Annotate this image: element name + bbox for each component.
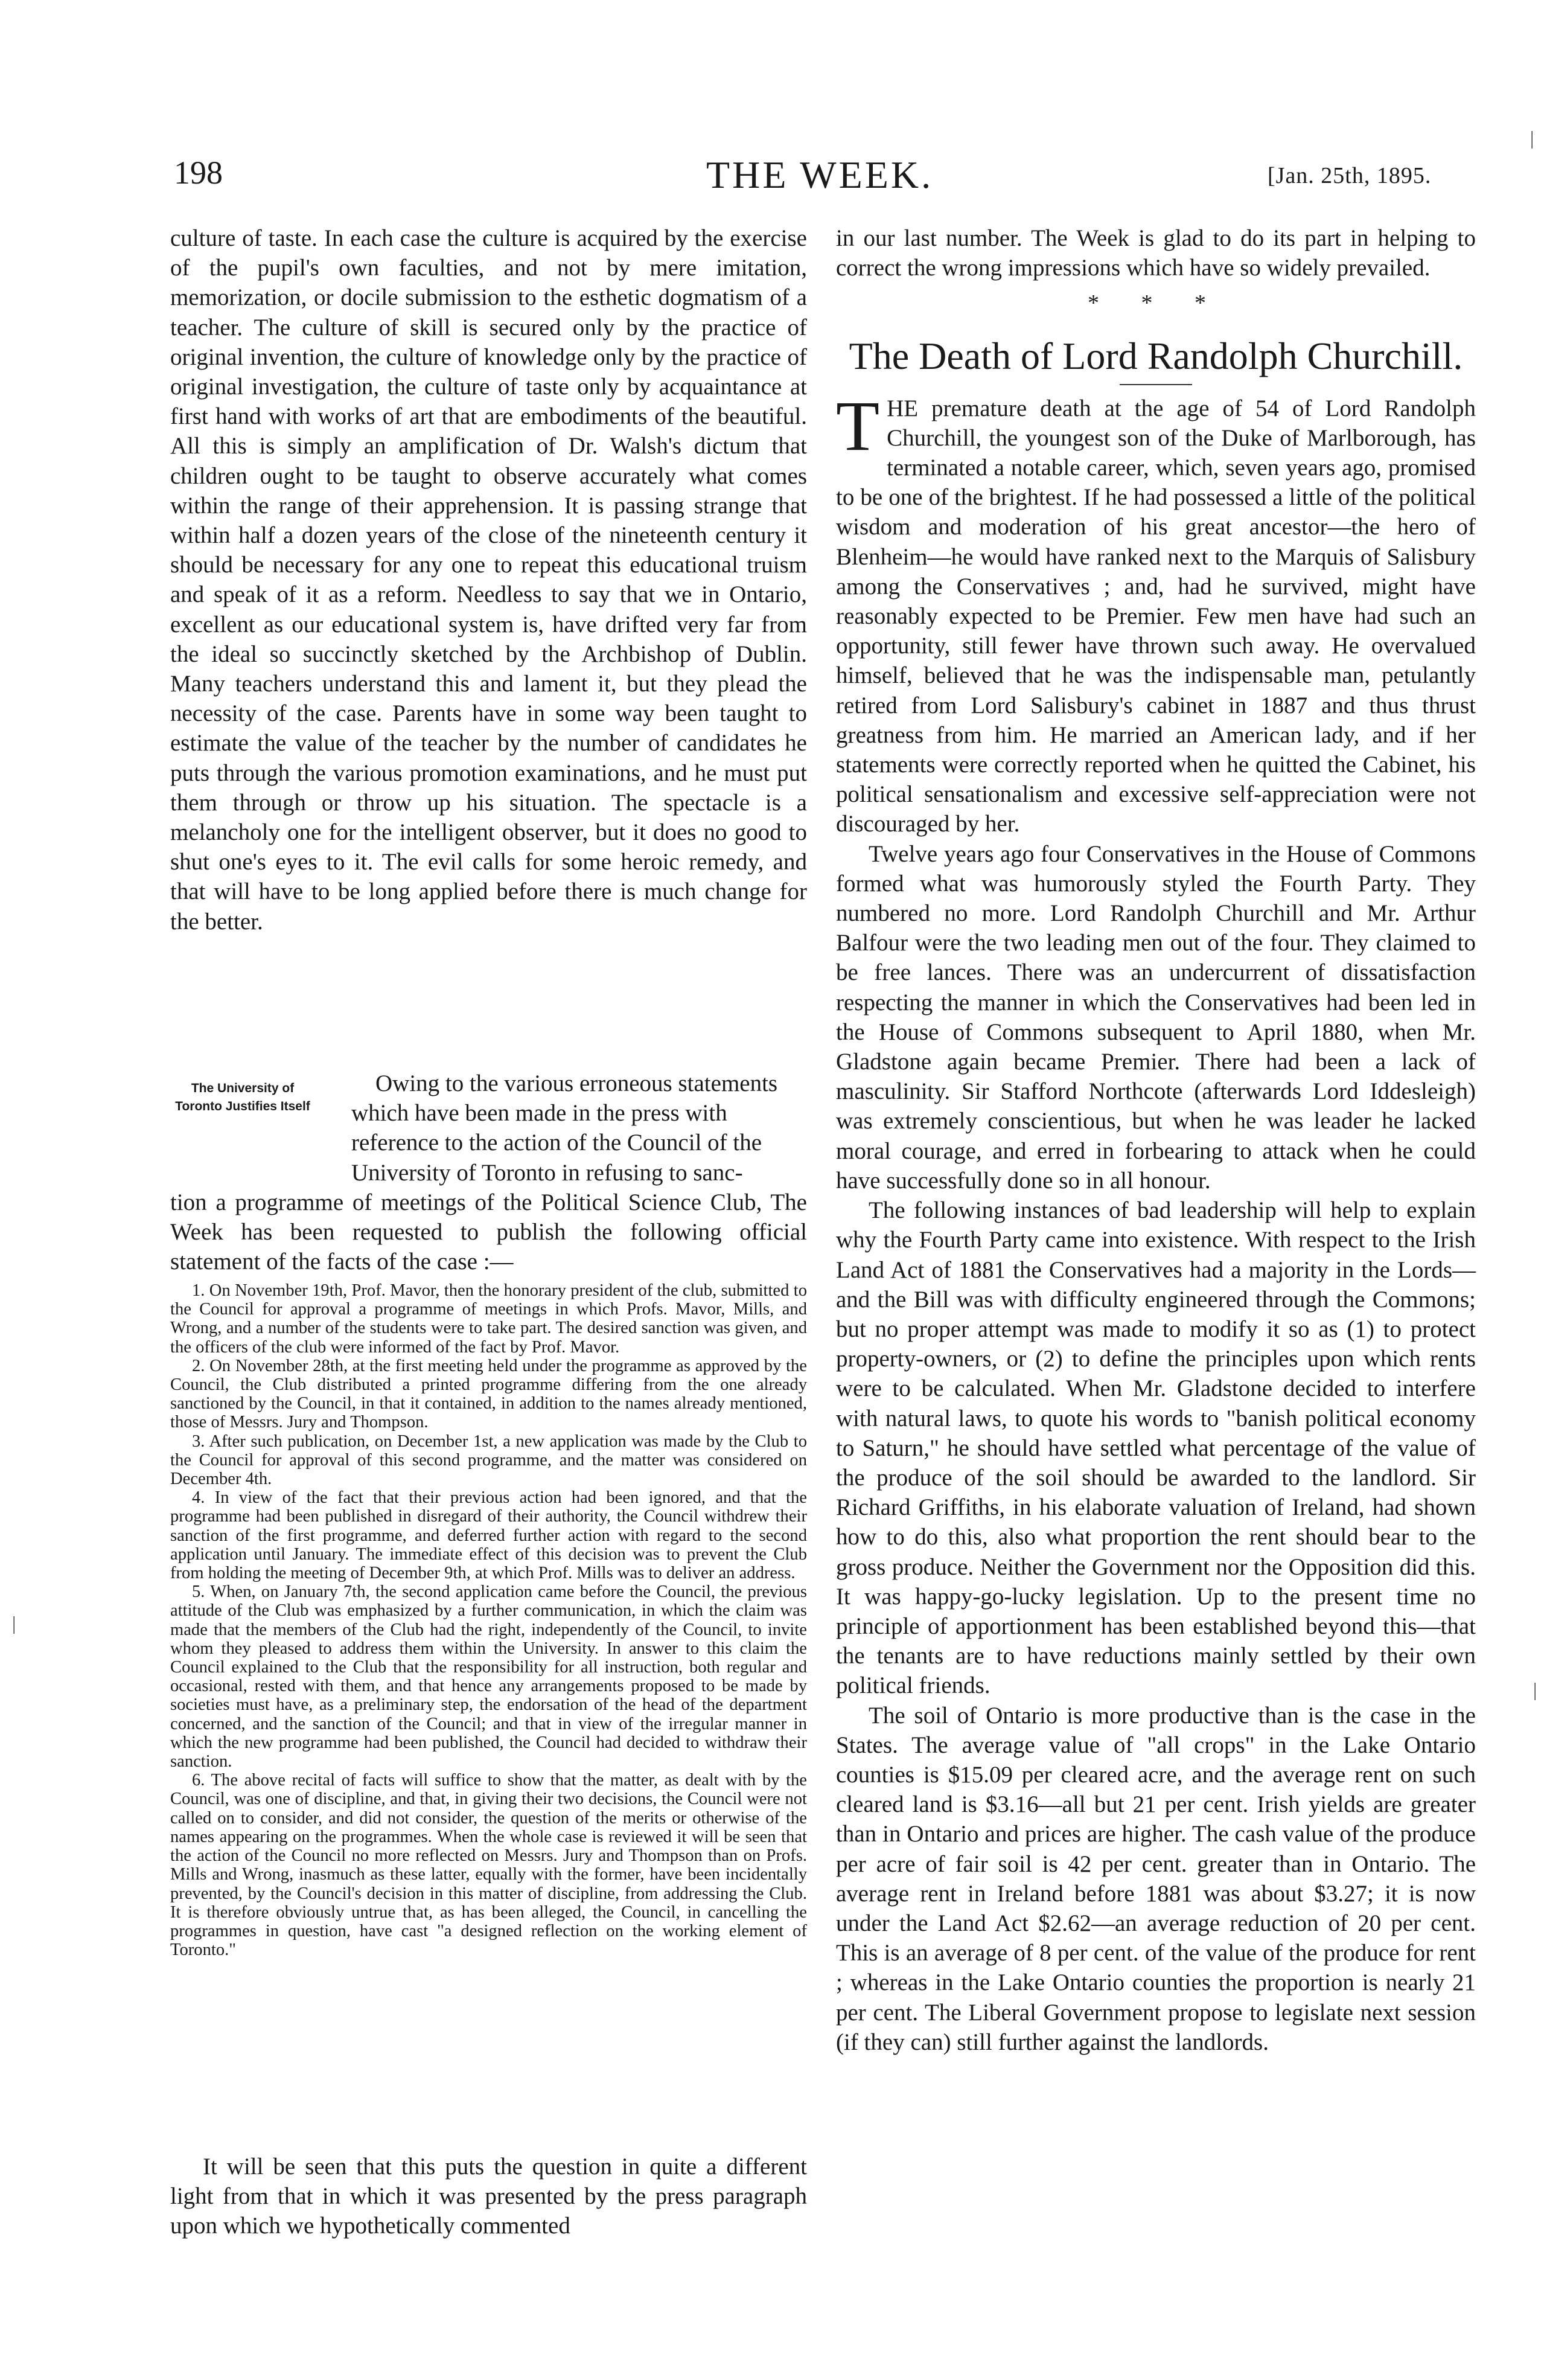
statement-item: 4. In view of the fact that their previous action had been ignored, and that the programme had been published in disregard of their authority, the Council withdrew their sanction of the first programme, and deferred further action with regard to the second application until January. The immediate effect of this decision was to prevent the Club from holding the meeting of December 9th, at which Prof. Mills was to deliver an address. bbox=[170, 1488, 807, 1583]
drop-cap: T bbox=[836, 386, 880, 465]
intro-paragraph: culture of taste. In each case the culture is acquired by the exercise of the pupil's own faculties, and not by mere imitation, memorization, or docile submission to the esthetic dogmatism of a teacher. The culture of skill is secured only by the practice of original invention, the culture of knowledge only by the practice of original investigation, the culture of taste only by acquaintance at first hand with works of art that are embodiments of the beautiful. All this is simply an amplification of Dr. Walsh's dictum that children ought to be taught to observe accurately what comes within the range of their apprehension. It is passing strange that within half a dozen years of the close of the nineteenth century it should be necessary for any one to repeat this educational truism and speak of it as a reform. Needless to say that we in Ontario, excellent as our educational system is, have drifted very far from the ideal so succinctly sketched by the Archbishop of Dublin. Many teachers understand this and lament it, but they plead the necessity of the case. Parents have in some way been taught to estimate the value of the teacher by the number of candidates he puts through the various promotion examinations, and he must put them through or throw up his situation. The spectacle is a melancholy one for the intelligent observer, but it does no good to shut one's eyes to it. The evil calls for some heroic remedy, and that will have to be long applied before there is much change for the better. bbox=[170, 225, 807, 935]
sidenote-heading: The University of Toronto Justifies Itself bbox=[175, 1081, 310, 1113]
right-column bbox=[836, 223, 1476, 2057]
article-paragraph-3: The following instances of bad leadership will help to explain why the Fourth Party came into existence. With respect to the Irish Land Act of 1881 the Conservatives had a majority in the Lords—and the Bill was with difficulty engineered through the Commons; but no proper attempt was made to modify it so as (1) to protect property-owners, or (2) to define the principles upon which rents were to be calculated. When Mr. Gladstone decided to interfere with natural laws, to quote his words to "banish political economy to Saturn," he should have settled what percentage of the value of the produce of the soil should be awarded to the landlord. Sir Richard Griffiths, in his elaborate valuation of Ireland, had shown how to do this, also what proportion the rent should bear to the gross produce. Neither the Government nor the Opposition did this. It was happy-go-lucky legislation. Up to the present time no principle of apportionment has been established beyond this—that the tenants are to have reductions mainly settled by their own political friends. bbox=[836, 1197, 1476, 1699]
statement-item: 5. When, on January 7th, the second application came before the Council, the previous attitude of the Club was emphasized by a further communication, in which the claim was made that the members of the Club had the right, independently of the Council, to invite whom they pleased to address them within the University. In answer to this claim the Council explained to the Club that the responsibility for all instruction, both regular and occasional, rested with them, and that hence any arrangements proposed to be made by societies must have, as a preliminary step, the endorsation of the head of the department concerned, and the sanction of the Council; and that in view of the irregular manner in which the new programme had been published, the Council had decided to withdraw their sanction. bbox=[170, 1582, 807, 1771]
article-paragraph-1 bbox=[836, 386, 1476, 839]
statement-item: 3. After such publication, on December 1st, a new application was made by the Club to the Council for approval of this second programme, and the matter was considered on December 4th. bbox=[170, 1432, 807, 1489]
article-paragraph-4: The soil of Ontario is more productive than is the case in the States. The average value of "all crops" in the Lake Ontario counties is $15.09 per cleared acre, and the average rent on such cleared land is $3.16—all but 21 per cent. Irish yields are greater than in Ontario and prices are higher. The cash value of the produce per acre of fair soil is 42 per cent. greater than in Ontario. The average rent in Ireland before 1881 was about $3.27; it is now under the Land Act $2.62—an average reduction of 20 per cent. This is an average of 8 per cent. of the value of the produce for rent ; whereas in the Lake Ontario counties the proportion is nearly 21 per cent. The Liberal Government propose to legislate next session (if they can) still further against the landlords. bbox=[836, 1702, 1476, 2055]
page-number: 198 bbox=[174, 155, 223, 191]
margin-mark: | bbox=[1533, 1678, 1537, 1700]
official-statement bbox=[170, 1281, 807, 1959]
title-rule bbox=[1120, 384, 1192, 385]
statement-item: 6. The above recital of facts will suffice to show that the matter, as dealt with by the Council, was one of discipline, and that, in giving their two decisions, the Council were not called on to consider, and did not consider, the question of the merits or otherwise of the names appearing on the programmes. When the whole case is reviewed it will be seen that the action of the Council no more reflected on Messrs. Jury and Thompson than on Profs. Mills and Wrong, inasmuch as these latter, equally with the former, have been incidentally prevented, by the Council's decision in this matter of discipline, from addressing the Club. It is therefore obviously untrue that, as has been alleged, the Council, in cancelling the programmes in question, have cast "a designed reflection on the working element of Toronto." bbox=[170, 1771, 807, 1960]
owing-rest: tion a programme of meetings of the Political Science Club, The Week has been requested to publish the following official statement of the facts of the case :— bbox=[170, 1189, 807, 1275]
page-header bbox=[0, 154, 1547, 208]
margin-mark: | bbox=[1530, 127, 1534, 149]
article-paragraph-2: Twelve years ago four Conservatives in the House of Commons formed what was humorously styled the Fourth Party. They numbered no more. Lord Randolph Churchill and Mr. Arthur Balfour were the two leading men out of the four. They claimed to be free lances. There was an undercurrent of dissatisfaction respecting the manner in which the Conservatives had been led in the House of Commons subsequent to April 1880, when Mr. Gladstone again became Premier. There had been a lack of masculinity. Sir Stafford Northcote (afterwards Lord Iddesleigh) was extremely conscientious, but when he was leader he lacked moral courage, and erred in forbearing to attack when he could have successfully done so in all honour. bbox=[836, 840, 1476, 1194]
section-divider-stars: * * * bbox=[1088, 290, 1224, 316]
left-column bbox=[170, 223, 807, 936]
issue-date: [Jan. 25th, 1895. bbox=[1268, 163, 1432, 188]
continuation-paragraph: in our last number. The Week is glad to do its part in helping to correct the wrong impressions which have so widely prevailed. bbox=[836, 225, 1476, 281]
university-section bbox=[170, 1069, 807, 1276]
masthead: THE WEEK. bbox=[706, 153, 934, 196]
statement-item: 1. On November 19th, Prof. Mavor, then the honorary president of the club, submitted to the Council for approval a programme of meetings in which Profs. Mavor, Mills, and Wrong, and a number of the students were to take part. The desired sanction was given, and the officers of the club were informed of the fact by Prof. Mavor. bbox=[170, 1281, 807, 1357]
owing-line: which have been made in the press with bbox=[351, 1100, 727, 1127]
statement-item: 2. On November 28th, at the first meeting held under the programme as approved by the Council, the Club distributed a printed programme differing from the one already sanctioned by the Council, in that it contained, in addition to the names already mentioned, those of Messrs. Jury and Thompson. bbox=[170, 1356, 807, 1432]
closing-paragraph bbox=[170, 2152, 807, 2241]
owing-line: University of Toronto in refusing to sanc- bbox=[351, 1159, 743, 1186]
closing-text: It will be seen that this puts the question in quite a different light from that in which it was presented by the press paragraph upon which we hypothetically commented bbox=[170, 2154, 807, 2239]
para1-text: HE premature death at the age of 54 of Lord Randolph Churchill, the youngest son of the Duke of Marlborough, has terminated a notable career, which, seven years ago, promised to be one of the brightest. If he had possessed a little of the political wisdom and moderation of his great ancestor—the hero of Blenheim—he would have ranked next to the Marquis of Salisbury among the Conservatives ; and, had he survived, might have reasonably expected to be Premier. Few men have had such an opportunity, still fewer have thrown such away. He overvalued himself, believed that he was the indispensable man, petulantly retired from Lord Salisbury's cabinet in 1887 and thus thrust greatness from him. He married an American lady, and if her statements were correctly reported when he quitted the Cabinet, his political sensationalism and excessive self-appreciation were not discouraged by her. bbox=[836, 395, 1476, 837]
article-title: The Death of Lord Randolph Churchill. bbox=[849, 334, 1463, 377]
margin-mark: | bbox=[12, 1612, 16, 1634]
owing-line: reference to the action of the Council of the bbox=[351, 1130, 762, 1156]
owing-line: Owing to the various erroneous statements bbox=[375, 1070, 778, 1096]
